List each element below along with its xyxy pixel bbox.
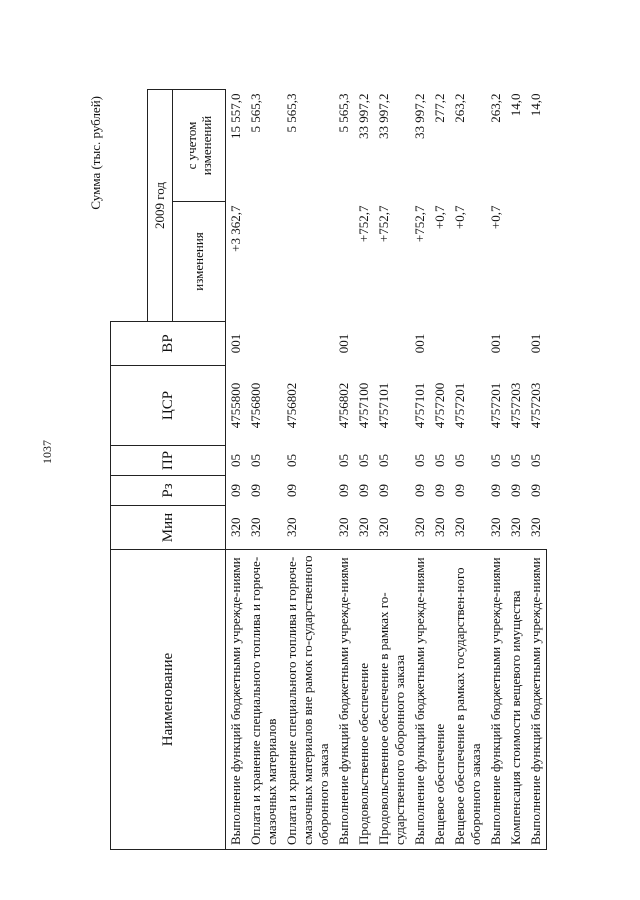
header-changes: изменения: [172, 202, 225, 322]
cell-pr: 05: [375, 454, 391, 467]
cell-csr: 4757100: [355, 382, 371, 429]
cell-vr: 001: [227, 333, 243, 354]
cell-vr: [374, 322, 410, 366]
cell-csr: 4757203: [507, 382, 523, 429]
cell-min: 320: [375, 517, 391, 537]
cell-rz: 09: [487, 484, 503, 497]
table-row: [450, 90, 486, 850]
budget-table: [110, 89, 547, 850]
cell-vr: [354, 322, 374, 366]
cell-change: +752,7: [375, 205, 391, 243]
cell-rz: 09: [527, 484, 543, 497]
table-row: [410, 90, 430, 850]
table-header: [111, 90, 226, 850]
header-csr: ЦСР: [111, 366, 226, 446]
cell-total: 33 997,2: [411, 93, 427, 139]
cell-min: 320: [507, 517, 523, 537]
cell-vr: [246, 322, 282, 366]
cell-rz: 09: [451, 484, 467, 497]
header-min: Мин: [111, 506, 226, 550]
cell-min: 320: [355, 517, 371, 537]
cell-min: 320: [335, 517, 351, 537]
cell-pr: 05: [247, 454, 263, 467]
cell-name: Оплата и хранение специального топлива и горюче-смазочных материалов вне рамок го-сударственного оборонного заказа: [282, 550, 334, 850]
cell-vr: 001: [411, 333, 427, 354]
table-row: [486, 90, 506, 850]
cell-name: Продовольственное обеспечение: [354, 550, 374, 850]
cell-pr: 05: [227, 454, 243, 467]
cell-change: [246, 202, 282, 322]
cell-csr: 4755800: [227, 382, 243, 429]
header-pr: ПР: [111, 446, 226, 476]
cell-total: 33 997,2: [355, 93, 371, 139]
table-row: [225, 90, 246, 850]
cell-total: 5 565,3: [335, 93, 351, 133]
table-row: [526, 90, 547, 850]
cell-total: 15 557,0: [227, 93, 243, 139]
table-row: [506, 90, 526, 850]
cell-pr: 05: [527, 454, 543, 467]
header-vr: ВР: [111, 322, 226, 366]
cell-rz: 09: [335, 484, 351, 497]
cell-min: 320: [487, 517, 503, 537]
cell-total: 5 565,3: [283, 93, 299, 133]
cell-change: +0,7: [431, 205, 447, 230]
cell-min: 320: [431, 517, 447, 537]
table-body: [225, 90, 546, 850]
cell-min: 320: [451, 517, 467, 537]
cell-change: +0,7: [451, 205, 467, 230]
cell-rz: 09: [247, 484, 263, 497]
cell-pr: 05: [283, 454, 299, 467]
cell-vr: [450, 322, 486, 366]
cell-csr: 4757101: [411, 382, 427, 429]
cell-name: Выполнение функций бюджетными учрежде-ниями: [225, 550, 246, 850]
cell-pr: 05: [451, 454, 467, 467]
rotated-document: [88, 90, 590, 850]
cell-min: 320: [527, 517, 543, 537]
cell-name: Оплата и хранение специального топлива и горюче-смазочных материалов: [246, 550, 282, 850]
table-row: [334, 90, 354, 850]
header-name: Наименование: [111, 550, 226, 850]
cell-vr: [282, 322, 334, 366]
cell-total: 5 565,3: [247, 93, 263, 133]
cell-csr: 4757101: [375, 382, 391, 429]
cell-change: [526, 202, 547, 322]
cell-rz: 09: [411, 484, 427, 497]
header-year: 2009 год: [147, 90, 172, 322]
header-rz: Рз: [111, 476, 226, 506]
table-row: [246, 90, 282, 850]
cell-change: [506, 202, 526, 322]
cell-csr: 4756800: [247, 382, 263, 429]
cell-name: Продовольственное обеспечение в рамках го-сударственного оборонного заказа: [374, 550, 410, 850]
cell-change: [282, 202, 334, 322]
cell-csr: 4756802: [335, 382, 351, 429]
cell-min: 320: [247, 517, 263, 537]
page-number: 1037: [40, 440, 54, 464]
cell-name: Вещевое обеспечение: [430, 550, 450, 850]
table-row: [430, 90, 450, 850]
cell-pr: 05: [431, 454, 447, 467]
cell-change: [334, 202, 354, 322]
header-with-changes: с учетом изменений: [172, 90, 225, 202]
cell-name: Выполнение функций бюджетными учрежде-ниями: [486, 550, 506, 850]
cell-min: 320: [227, 517, 243, 537]
cell-vr: [506, 322, 526, 366]
cell-rz: 09: [431, 484, 447, 497]
cell-vr: 001: [487, 333, 503, 354]
cell-total: 263,2: [451, 93, 467, 123]
cell-change: +752,7: [411, 205, 427, 243]
cell-pr: 05: [335, 454, 351, 467]
cell-rz: 09: [355, 484, 371, 497]
cell-total: 14,0: [527, 93, 543, 117]
cell-name: Вещевое обеспечение в рамках государствен-ного оборонного заказа: [450, 550, 486, 850]
cell-csr: 4757203: [527, 382, 543, 429]
cell-rz: 09: [227, 484, 243, 497]
cell-total: 33 997,2: [375, 93, 391, 139]
cell-rz: 09: [507, 484, 523, 497]
cell-name: Выполнение функций бюджетными учрежде-ниями: [334, 550, 354, 850]
cell-pr: 05: [507, 454, 523, 467]
cell-pr: 05: [355, 454, 371, 467]
cell-csr: 4757200: [431, 382, 447, 429]
cell-min: 320: [411, 517, 427, 537]
cell-min: 320: [283, 517, 299, 537]
cell-csr: 4757201: [487, 382, 503, 429]
cell-rz: 09: [283, 484, 299, 497]
cell-name: Выполнение функций бюджетными учрежде-ниями: [526, 550, 547, 850]
cell-vr: [430, 322, 450, 366]
cell-total: 14,0: [507, 93, 523, 117]
units-label: Сумма (тыс. рублей): [88, 96, 103, 210]
cell-change: +752,7: [355, 205, 371, 243]
cell-rz: 09: [375, 484, 391, 497]
cell-name: Выполнение функций бюджетными учрежде-ниями: [410, 550, 430, 850]
cell-change: +0,7: [487, 205, 503, 230]
cell-change: +3 362,7: [227, 205, 243, 252]
cell-csr: 4757201: [451, 382, 467, 429]
table-row: [354, 90, 374, 850]
cell-vr: 001: [527, 333, 543, 354]
table-row: [282, 90, 334, 850]
cell-pr: 05: [411, 454, 427, 467]
cell-csr: 4756802: [283, 382, 299, 429]
cell-vr: 001: [335, 333, 351, 354]
cell-pr: 05: [487, 454, 503, 467]
cell-total: 263,2: [487, 93, 503, 123]
table-row: [374, 90, 410, 850]
cell-name: Компенсация стоимости вещевого имущества: [506, 550, 526, 850]
cell-total: 277,2: [431, 93, 447, 123]
